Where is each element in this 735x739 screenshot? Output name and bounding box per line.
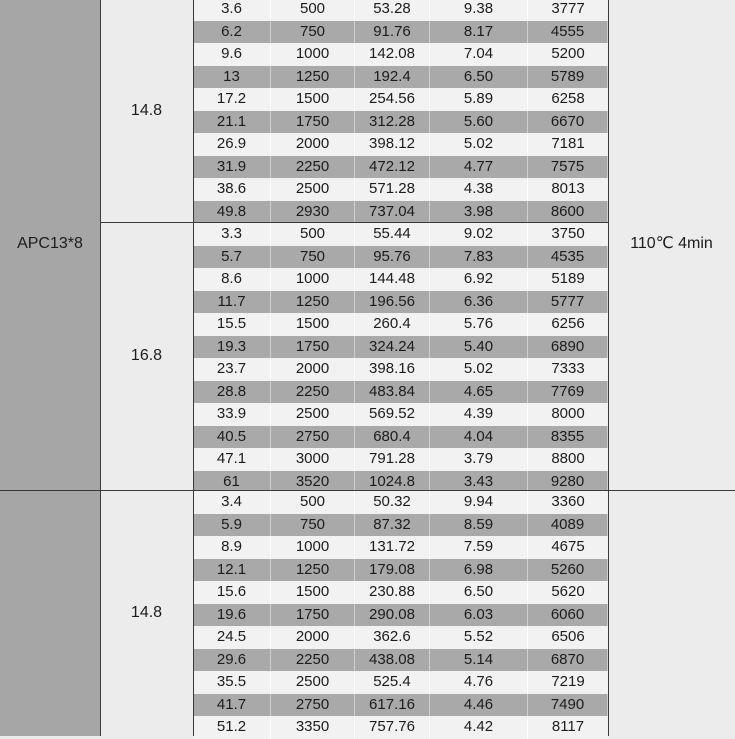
column-divider	[100, 0, 101, 736]
table-cell: 2930	[271, 201, 355, 224]
table-row	[193, 491, 608, 514]
table-cell: 9.38	[430, 0, 528, 21]
table-cell: 2250	[271, 156, 355, 179]
table-cell: 4.42	[430, 716, 528, 739]
table-cell: 4.77	[430, 156, 528, 179]
table-cell: 7490	[528, 694, 608, 717]
table-cell: 3.43	[430, 471, 528, 494]
table-row	[193, 604, 608, 627]
voltage-label: 16.8	[130, 347, 163, 364]
table-row	[193, 66, 608, 89]
table-cell: 757.76	[355, 716, 430, 739]
table-cell: 35.5	[193, 671, 271, 694]
table-cell: 5200	[551, 45, 585, 62]
table-cell: 525.4	[355, 671, 430, 694]
table-cell: 5189	[551, 270, 585, 287]
table-cell: 398.16	[355, 358, 430, 381]
table-cell: 290.08	[355, 604, 430, 627]
table-cell: 483.84	[355, 381, 430, 404]
table-cell: 17.2	[193, 88, 271, 111]
table-cell: 7.59	[430, 536, 528, 559]
table-cell: 40.5	[193, 426, 271, 449]
table-cell: 5620	[551, 583, 585, 600]
table-cell: 15.5	[193, 313, 271, 336]
table-cell: 9.94	[430, 491, 528, 514]
table-cell: 1250	[271, 66, 355, 89]
table-cell: 230.88	[355, 581, 430, 604]
table-cell: 8117	[551, 718, 585, 735]
table-cell: 6256	[551, 315, 585, 332]
table-cell: 791.28	[355, 448, 430, 471]
table-cell: 5.9	[193, 514, 271, 537]
table-row	[193, 716, 608, 739]
table-cell: 19.6	[193, 604, 271, 627]
table-cell: 15.6	[193, 581, 271, 604]
table-cell: 312.28	[355, 111, 430, 134]
table-cell: 7769	[528, 381, 608, 404]
table-cell: 8800	[551, 450, 585, 467]
table-cell: 4535	[528, 246, 608, 269]
table-cell: 1000	[271, 536, 355, 559]
table-cell: 362.6	[355, 626, 430, 649]
table-cell: 4.65	[430, 381, 528, 404]
table-cell: 49.8	[193, 201, 271, 224]
note-label: 110℃ 4min	[630, 235, 713, 252]
table-cell: 2500	[271, 403, 355, 426]
table-cell: 6.36	[430, 291, 528, 314]
table-cell: 11.7	[193, 291, 271, 314]
table-cell: 12.1	[193, 559, 271, 582]
table-cell: 91.76	[355, 21, 430, 44]
table-cell: 179.08	[355, 559, 430, 582]
table-cell: 1250	[271, 291, 355, 314]
table-cell: 142.08	[355, 43, 430, 66]
table-row	[193, 133, 608, 156]
table-cell: 3.98	[430, 201, 528, 224]
table-cell: 7333	[551, 360, 585, 377]
table-cell: 6.92	[430, 268, 528, 291]
table-row	[193, 649, 608, 672]
table-cell: 19.3	[193, 336, 271, 359]
table-row	[193, 178, 608, 201]
table-cell: 4555	[528, 21, 608, 44]
table-row	[193, 403, 608, 426]
table-cell: 8.59	[430, 514, 528, 537]
table-cell: 7219	[551, 673, 585, 690]
table-cell: 500	[271, 0, 355, 21]
table-cell: 2250	[271, 649, 355, 672]
table-cell: 47.1	[193, 448, 271, 471]
table-cell: 31.9	[193, 156, 271, 179]
table-cell: 196.56	[355, 291, 430, 314]
table-cell: 2750	[271, 426, 355, 449]
table-cell: 38.6	[193, 178, 271, 201]
table-cell: 324.24	[355, 336, 430, 359]
table-cell: 2500	[271, 671, 355, 694]
table-cell: 2000	[271, 133, 355, 156]
table-cell: 6.98	[430, 559, 528, 582]
table-cell: 617.16	[355, 694, 430, 717]
table-cell: 1000	[271, 268, 355, 291]
table-row	[193, 43, 608, 66]
table-cell: 737.04	[355, 201, 430, 224]
table-row	[193, 0, 608, 21]
table-row	[193, 626, 608, 649]
propeller-column	[0, 0, 100, 736]
table-cell: 95.76	[355, 246, 430, 269]
table-cell: 1500	[271, 581, 355, 604]
table-cell: 5789	[528, 66, 608, 89]
table-cell: 472.12	[355, 156, 430, 179]
table-row	[193, 111, 608, 134]
table-cell: 4.76	[430, 671, 528, 694]
column-divider	[193, 0, 194, 736]
table-cell: 1500	[271, 88, 355, 111]
data-grid	[193, 0, 608, 736]
group-divider	[0, 490, 735, 491]
table-row	[193, 426, 608, 449]
table-cell: 6.50	[430, 66, 528, 89]
table-cell: 500	[271, 491, 355, 514]
table-cell: 7.04	[430, 43, 528, 66]
table-cell: 87.32	[355, 514, 430, 537]
table-cell: 569.52	[355, 403, 430, 426]
table-cell: 9280	[528, 471, 608, 494]
table-cell: 51.2	[193, 716, 271, 739]
table-row	[193, 21, 608, 44]
table-cell: 5.60	[430, 111, 528, 134]
table-cell: 144.48	[355, 268, 430, 291]
table-cell: 55.44	[355, 223, 430, 246]
table-cell: 5.52	[430, 626, 528, 649]
table-cell: 7.83	[430, 246, 528, 269]
table-cell: 2500	[271, 178, 355, 201]
table-cell: 8000	[551, 405, 585, 422]
voltage-label: 14.8	[130, 604, 163, 621]
table-row	[193, 671, 608, 694]
note-column	[608, 0, 735, 736]
table-cell: 8355	[528, 426, 608, 449]
table-cell: 6670	[528, 111, 608, 134]
table-cell: 3750	[551, 225, 585, 242]
propeller-label: APC13*8	[17, 235, 83, 252]
table-cell: 33.9	[193, 403, 271, 426]
table-cell: 6.03	[430, 604, 528, 627]
table-cell: 1000	[271, 43, 355, 66]
table-cell: 1500	[271, 313, 355, 336]
table-row	[193, 268, 608, 291]
table-cell: 260.4	[355, 313, 430, 336]
table-cell: 2000	[271, 358, 355, 381]
table-cell: 6870	[528, 649, 608, 672]
table-row	[193, 156, 608, 179]
table-cell: 5260	[528, 559, 608, 582]
table-cell: 28.8	[193, 381, 271, 404]
table-cell: 398.12	[355, 133, 430, 156]
table-cell: 41.7	[193, 694, 271, 717]
table-cell: 6890	[528, 336, 608, 359]
table-cell: 2000	[271, 626, 355, 649]
table-cell: 4.04	[430, 426, 528, 449]
table-cell: 53.28	[355, 0, 430, 21]
table-cell: 5.89	[430, 88, 528, 111]
table-cell: 750	[271, 21, 355, 44]
table-cell: 29.6	[193, 649, 271, 672]
table-cell: 23.7	[193, 358, 271, 381]
table-cell: 750	[271, 246, 355, 269]
table-cell: 254.56	[355, 88, 430, 111]
table-cell: 26.9	[193, 133, 271, 156]
table-row	[193, 291, 608, 314]
group-divider	[100, 222, 608, 223]
table-cell: 13	[193, 66, 271, 89]
table-cell: 8.17	[430, 21, 528, 44]
table-cell: 7575	[528, 156, 608, 179]
table-cell: 5777	[528, 291, 608, 314]
table-cell: 3350	[271, 716, 355, 739]
table-cell: 750	[271, 514, 355, 537]
table-row	[193, 313, 608, 336]
table-cell: 5.02	[430, 358, 528, 381]
table-cell: 61	[193, 471, 271, 494]
table-cell: 6506	[551, 628, 585, 645]
table-cell: 6.2	[193, 21, 271, 44]
column-divider	[608, 0, 609, 736]
table-cell: 4089	[528, 514, 608, 537]
table-cell: 2750	[271, 694, 355, 717]
table-cell: 8.6	[193, 268, 271, 291]
table-cell: 131.72	[355, 536, 430, 559]
table-cell: 1750	[271, 604, 355, 627]
table-cell: 5.40	[430, 336, 528, 359]
table-cell: 2250	[271, 381, 355, 404]
table-cell: 3520	[271, 471, 355, 494]
table-cell: 6.50	[430, 581, 528, 604]
table-cell: 4.39	[430, 403, 528, 426]
table-row	[193, 201, 608, 224]
table-cell: 7181	[551, 135, 585, 152]
table-cell: 8013	[551, 180, 585, 197]
table-cell: 6258	[551, 90, 585, 107]
table-row	[193, 358, 608, 381]
table-row	[193, 223, 608, 246]
table-cell: 3360	[551, 493, 585, 510]
voltage-column	[100, 0, 193, 736]
table-cell: 500	[271, 223, 355, 246]
table-cell: 3.3	[193, 223, 271, 246]
table-row	[193, 381, 608, 404]
table-row	[193, 559, 608, 582]
table-cell: 6060	[528, 604, 608, 627]
table-cell: 4.46	[430, 694, 528, 717]
table-row	[193, 536, 608, 559]
table-cell: 5.76	[430, 313, 528, 336]
table-cell: 50.32	[355, 491, 430, 514]
table-cell: 192.4	[355, 66, 430, 89]
table-cell: 5.7	[193, 246, 271, 269]
table-cell: 680.4	[355, 426, 430, 449]
table-row	[193, 336, 608, 359]
table-cell: 3.79	[430, 448, 528, 471]
table-cell: 438.08	[355, 649, 430, 672]
table-row	[193, 581, 608, 604]
table-cell: 4.38	[430, 178, 528, 201]
table-row	[193, 694, 608, 717]
table-cell: 1024.8	[355, 471, 430, 494]
table-row	[193, 514, 608, 537]
voltage-label: 14.8	[130, 102, 163, 119]
table-cell: 21.1	[193, 111, 271, 134]
table-row	[193, 246, 608, 269]
table-row	[193, 448, 608, 471]
table-cell: 8.9	[193, 536, 271, 559]
table-cell: 24.5	[193, 626, 271, 649]
table-cell: 1250	[271, 559, 355, 582]
table-cell: 1750	[271, 111, 355, 134]
table-cell: 5.14	[430, 649, 528, 672]
table-cell: 3000	[271, 448, 355, 471]
table-cell: 8600	[528, 201, 608, 224]
table-cell: 571.28	[355, 178, 430, 201]
table-cell: 5.02	[430, 133, 528, 156]
table-cell: 3.4	[193, 491, 271, 514]
table-cell: 1750	[271, 336, 355, 359]
table-cell: 3.6	[193, 0, 271, 21]
table-cell: 9.02	[430, 223, 528, 246]
table-cell: 3777	[551, 0, 585, 17]
table-cell: 9.6	[193, 43, 271, 66]
table-row	[193, 88, 608, 111]
table-cell: 4675	[551, 538, 585, 555]
